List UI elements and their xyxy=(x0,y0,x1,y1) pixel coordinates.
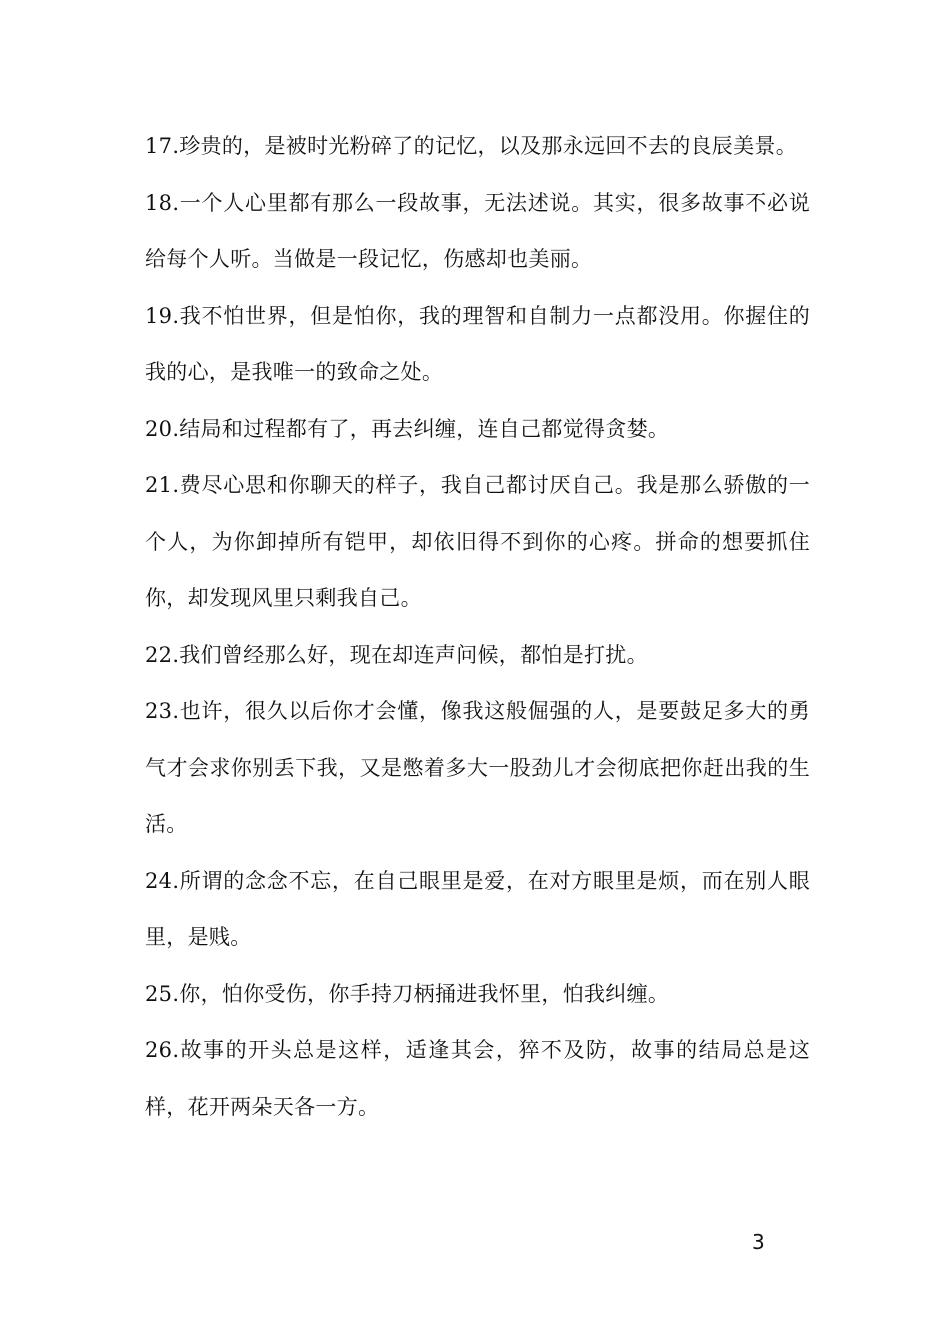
paragraph-24: 24.所谓的念念不忘，在自己眼里是爱，在对方眼里是烦，而在别人眼里，是贱。 xyxy=(145,868,810,949)
paragraph-20: 20.结局和过程都有了，再去纠缠，连自己都觉得贪婪。 xyxy=(145,416,670,441)
paragraph-21: 21.费尽心思和你聊天的样子，我自己都讨厌自己。我是那么骄傲的一个人，为你卸掉所有铠甲，却依旧得不到你的心疼。拼命的想要抓住你，却发现风里只剩我自己。 xyxy=(145,473,810,610)
paragraph-22: 22.我们曾经那么好，现在却连声问候，都怕是打扰。 xyxy=(145,642,648,667)
paragraph-23: 23.也许，很久以后你才会懂，像我这般倔强的人，是要鼓足多大的勇气才会求你别丢下我，又是憋着多大一股劲儿才会彻底把你赶出我的生活。 xyxy=(145,699,810,836)
paragraph-25: 25.你，怕你受伤，你手持刀柄捅进我怀里，怕我纠缠。 xyxy=(145,981,670,1006)
paragraph-19: 19.我不怕世界，但是怕你，我的理智和自制力一点都没用。你握住的我的心，是我唯一的致命之处。 xyxy=(145,303,810,384)
page-number: 3 xyxy=(752,1230,765,1254)
document-body xyxy=(145,118,810,1135)
paragraph-26: 26.故事的开头总是这样，适逢其会，猝不及防，故事的结局总是这样，花开两朵天各一方。 xyxy=(145,1038,810,1119)
paragraph-17: 17.珍贵的，是被时光粉碎了的记忆，以及那永远回不去的良辰美景。 xyxy=(145,134,797,158)
paragraph-18: 18.一个人心里都有那么一段故事，无法述说。其实，很多故事不必说给每个人听。当做是一段记忆，伤感却也美丽。 xyxy=(145,190,810,271)
